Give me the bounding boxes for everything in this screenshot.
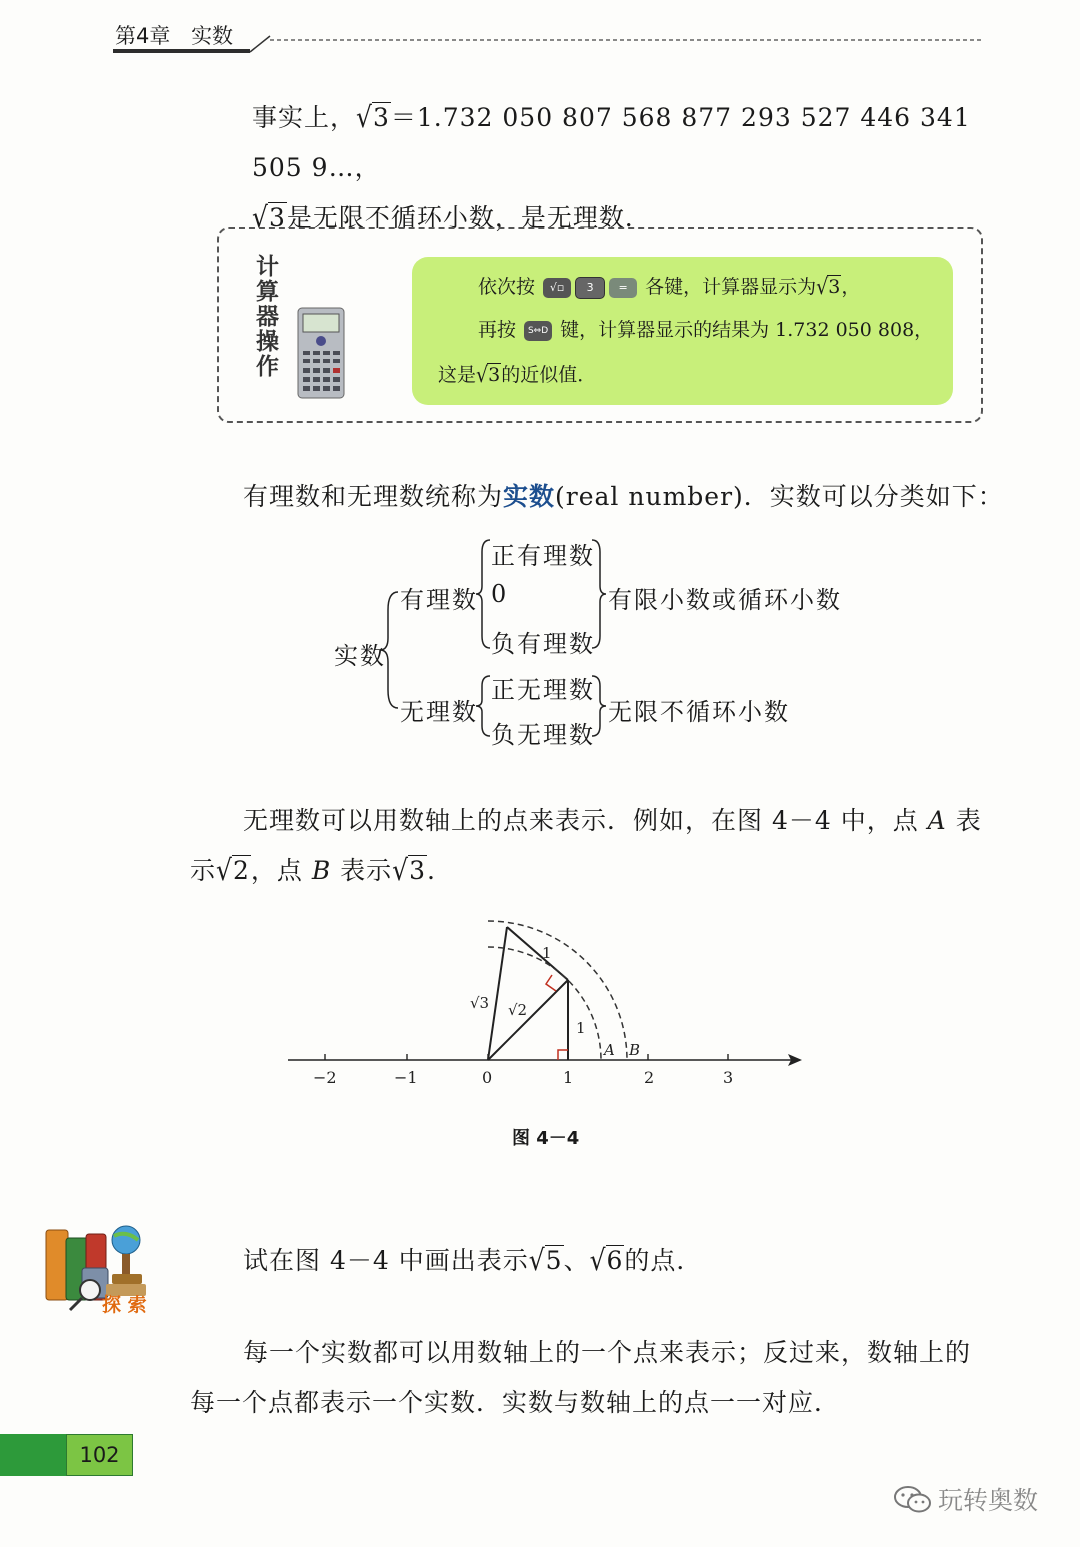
paragraph-line: 事实上，√3＝1.732 050 807 568 877 293 527 446 341 505 9…， xyxy=(252,100,971,182)
classification-root: 实数 xyxy=(334,642,386,670)
chapter-title: 实数 xyxy=(191,24,234,48)
classification-neg-rational: 负有理数 xyxy=(491,630,595,658)
paragraph-line: 示√2，点 B 表示√3. xyxy=(190,853,436,888)
classification-pos-irrational: 正无理数 xyxy=(491,676,595,704)
tick-label: 2 xyxy=(644,1068,655,1087)
callout-line-2: 再按 S⇔D 键，计算器显示的结果为 1.732 050 808， xyxy=(478,319,934,341)
classification-braces xyxy=(370,530,620,750)
classification-rational-desc: 有限小数或循环小数 xyxy=(608,586,842,614)
paragraph-line: 无理数可以用数轴上的点来表示．例如，在图 4－4 中，点 A 表 xyxy=(243,806,982,835)
three-key-icon: 3 xyxy=(575,277,605,299)
tick-label: 3 xyxy=(723,1068,734,1087)
paragraph-sqrt3-value xyxy=(252,93,1012,243)
sqrt-expression: √3 xyxy=(356,100,390,135)
label-one-vertical: 1 xyxy=(576,1019,586,1037)
wechat-icon xyxy=(893,1484,933,1516)
equals-key-icon: = xyxy=(609,278,637,298)
label-one-diagonal: 1 xyxy=(542,944,552,962)
page-number-box xyxy=(66,1434,133,1476)
figure-4-4 xyxy=(280,915,810,1095)
label-sqrt3: √3 xyxy=(470,994,490,1012)
paragraph-line: √3是无限不循环小数，是无理数． xyxy=(252,200,651,235)
paragraph-line: 每一个点都表示一个实数．实数与数轴上的点一一对应． xyxy=(190,1388,841,1417)
label-sqrt2: √2 xyxy=(508,1001,528,1019)
paragraph-real-number-definition: 有理数和无理数统称为实数(real number)．实数可以分类如下： xyxy=(243,482,1004,511)
calculator-icon xyxy=(297,307,345,399)
term-real-number: 实数 xyxy=(503,482,556,511)
sqrt-expression: √3 xyxy=(252,200,286,235)
page-number-bar xyxy=(0,1434,66,1476)
chapter-number: 第4章 xyxy=(115,24,171,48)
watermark: 玩转奥数 xyxy=(938,1486,1039,1515)
label-point-A: A xyxy=(604,1041,615,1059)
figure-caption: 图 4－4 xyxy=(512,1128,580,1149)
tick-label: 1 xyxy=(563,1068,574,1087)
paragraph-one-to-one xyxy=(190,1328,990,1428)
sqrt-key-icon: √▫ xyxy=(543,278,571,298)
callout-line-1: 依次按 √▫ 3 = 各键，计算器显示为√3， xyxy=(478,274,861,300)
header-divider xyxy=(248,28,988,56)
sd-key-icon: S⇔D xyxy=(524,321,552,341)
classification-irrational-desc: 无限不循环小数 xyxy=(608,698,790,726)
page-number: 102 xyxy=(79,1443,120,1467)
tick-label: −2 xyxy=(313,1068,337,1087)
paragraph-line: 每一个实数都可以用数轴上的一个点来表示；反过来，数轴上的 xyxy=(243,1338,972,1367)
chapter-header xyxy=(115,20,233,50)
explore-task: 试在图 4－4 中画出表示√5、√6的点． xyxy=(243,1243,703,1278)
classification-neg-irrational: 负无理数 xyxy=(491,721,595,749)
callout-line-3: 这是√3的近似值． xyxy=(438,362,597,388)
classification-pos-rational: 正有理数 xyxy=(491,542,595,570)
classification-zero: 0 xyxy=(491,580,509,608)
header-underline xyxy=(113,49,250,53)
tick-label: 0 xyxy=(482,1068,493,1087)
calculator-callout xyxy=(412,257,953,405)
paragraph-number-line xyxy=(190,796,990,896)
classification-irrational: 无理数 xyxy=(400,698,478,726)
calculator-box-title: 计算器操作 xyxy=(256,254,279,380)
explore-badge: 探 索 xyxy=(102,1294,147,1316)
label-point-B: B xyxy=(629,1041,641,1059)
classification-rational: 有理数 xyxy=(400,586,478,614)
tick-label: −1 xyxy=(394,1068,418,1087)
